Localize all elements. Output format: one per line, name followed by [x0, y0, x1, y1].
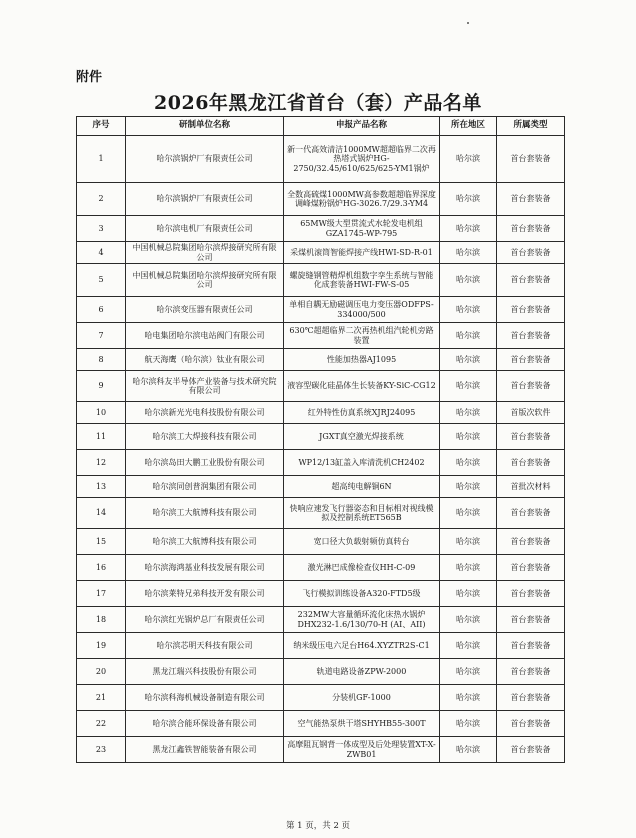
cell-region: 哈尔滨	[440, 371, 497, 402]
cell-region: 哈尔滨	[440, 685, 497, 711]
cell-type: 首台套装备	[497, 216, 565, 242]
cell-no: 23	[77, 737, 126, 763]
cell-type: 首版次软件	[497, 402, 565, 424]
cell-product: 空气能热泵烘干塔SHYHB55-300T	[284, 711, 440, 737]
cell-no: 19	[77, 633, 126, 659]
cell-unit: 哈尔滨科海机械设备制造有限公司	[126, 685, 284, 711]
cell-no: 4	[77, 242, 126, 264]
table-row	[77, 424, 565, 450]
cell-no: 20	[77, 659, 126, 685]
cell-type: 首批次材料	[497, 476, 565, 498]
header-product: 申报产品名称	[284, 117, 440, 136]
cell-type: 首台套装备	[497, 498, 565, 529]
table-row	[77, 297, 565, 323]
cell-product: 液容型碳化硅晶体生长装备KY-SiC-CG12	[284, 371, 440, 402]
cell-product: 65MW级大型贯流式水轮发电机组GZA1745-WP-795	[284, 216, 440, 242]
cell-region: 哈尔滨	[440, 476, 497, 498]
table-row	[77, 450, 565, 476]
cell-unit: 哈尔滨锅炉厂有限责任公司	[126, 183, 284, 216]
cell-type: 首台套装备	[497, 136, 565, 183]
cell-unit: 哈尔滨岛田大鹏工业股份有限公司	[126, 450, 284, 476]
table-row	[77, 529, 565, 555]
table-row	[77, 323, 565, 349]
cell-unit: 哈尔滨芯明天科技有限公司	[126, 633, 284, 659]
cell-type: 首台套装备	[497, 349, 565, 371]
cell-no: 14	[77, 498, 126, 529]
cell-product: 采煤机滚筒智能焊接产线HWI-SD-R-01	[284, 242, 440, 264]
cell-no: 2	[77, 183, 126, 216]
cell-unit: 中国机械总院集团哈尔滨焊接研究所有限公司	[126, 264, 284, 297]
cell-product: 快响应速发飞行器姿态和目标相对视线模拟及控制系统ET565B	[284, 498, 440, 529]
cell-unit: 哈尔滨新光光电科技股份有限公司	[126, 402, 284, 424]
cell-region: 哈尔滨	[440, 555, 497, 581]
cell-product: 飞行模拟训练设备A320-FTD5级	[284, 581, 440, 607]
cell-no: 5	[77, 264, 126, 297]
table-row	[77, 633, 565, 659]
cell-no: 1	[77, 136, 126, 183]
cell-product: 激光淋巴成像检查仪HH-C-09	[284, 555, 440, 581]
cell-unit: 哈尔滨工大航博科技有限公司	[126, 529, 284, 555]
cell-unit: 哈尔滨同创普润集团有限公司	[126, 476, 284, 498]
cell-type: 首台套装备	[497, 424, 565, 450]
cell-type: 首台套装备	[497, 242, 565, 264]
cell-unit: 哈尔滨工大焊接科技有限公司	[126, 424, 284, 450]
cell-no: 22	[77, 711, 126, 737]
cell-type: 首台套装备	[497, 659, 565, 685]
cell-type: 首台套装备	[497, 555, 565, 581]
cell-type: 首台套装备	[497, 183, 565, 216]
cell-unit: 哈尔滨电机厂有限责任公司	[126, 216, 284, 242]
table-header-row	[77, 117, 565, 136]
scan-speck	[467, 22, 469, 24]
table-row	[77, 581, 565, 607]
cell-unit: 哈尔滨科友半导体产业装备与技术研究院有限公司	[126, 371, 284, 402]
cell-region: 哈尔滨	[440, 711, 497, 737]
cell-no: 8	[77, 349, 126, 371]
cell-product: 高摩阻瓦钢背一体成型及后处理装置XT-X-ZWB01	[284, 737, 440, 763]
table-row	[77, 183, 565, 216]
table-row	[77, 498, 565, 529]
cell-no: 3	[77, 216, 126, 242]
cell-type: 首台套装备	[497, 264, 565, 297]
cell-no: 21	[77, 685, 126, 711]
cell-product: 轨道电路设备ZPW-2000	[284, 659, 440, 685]
cell-product: WP12/13缸盖入库清洗机CH2402	[284, 450, 440, 476]
cell-no: 12	[77, 450, 126, 476]
cell-region: 哈尔滨	[440, 264, 497, 297]
attachment-label: 附件	[76, 70, 103, 85]
cell-type: 首台套装备	[497, 450, 565, 476]
table-row	[77, 737, 565, 763]
page-footer: 第 1 页，共 2 页	[285, 821, 351, 831]
cell-unit: 哈尔滨莱特兄弟科技开发有限公司	[126, 581, 284, 607]
cell-type: 首台套装备	[497, 297, 565, 323]
cell-type: 首台套装备	[497, 711, 565, 737]
table-row	[77, 216, 565, 242]
table-body	[77, 136, 565, 763]
cell-product: 超高纯电解铜6N	[284, 476, 440, 498]
table-row	[77, 685, 565, 711]
cell-region: 哈尔滨	[440, 216, 497, 242]
cell-unit: 哈尔滨海鸿基业科技发展有限公司	[126, 555, 284, 581]
header-no: 序号	[77, 117, 126, 136]
table-row	[77, 555, 565, 581]
cell-region: 哈尔滨	[440, 633, 497, 659]
table-row	[77, 476, 565, 498]
cell-region: 哈尔滨	[440, 297, 497, 323]
cell-unit: 黑龙江鑫铁智能装备有限公司	[126, 737, 284, 763]
cell-product: 螺旋缝钢管精焊机组数字孪生系统与智能化成套装备HWI-FW-S-05	[284, 264, 440, 297]
table-row	[77, 711, 565, 737]
table-row	[77, 371, 565, 402]
document-title: 2026年黑龙江省首台（套）产品名单	[154, 92, 482, 114]
cell-no: 16	[77, 555, 126, 581]
cell-product: 性能加热器AJ1095	[284, 349, 440, 371]
cell-type: 首台套装备	[497, 633, 565, 659]
cell-no: 6	[77, 297, 126, 323]
cell-no: 7	[77, 323, 126, 349]
cell-unit: 哈尔滨合能环保设备有限公司	[126, 711, 284, 737]
cell-unit: 黑龙江瑞兴科技股份有限公司	[126, 659, 284, 685]
cell-region: 哈尔滨	[440, 450, 497, 476]
product-list-table	[76, 116, 565, 763]
cell-region: 哈尔滨	[440, 183, 497, 216]
cell-product: 红外特性仿真系统XJRJ24095	[284, 402, 440, 424]
cell-region: 哈尔滨	[440, 349, 497, 371]
cell-product: 分装机GF-1000	[284, 685, 440, 711]
table-row	[77, 402, 565, 424]
cell-type: 首台套装备	[497, 737, 565, 763]
header-type: 所属类型	[497, 117, 565, 136]
cell-product: 630℃超超临界二次再热机组汽轮机旁路装置	[284, 323, 440, 349]
cell-region: 哈尔滨	[440, 402, 497, 424]
table-row	[77, 242, 565, 264]
cell-no: 15	[77, 529, 126, 555]
cell-region: 哈尔滨	[440, 659, 497, 685]
cell-type: 首台套装备	[497, 371, 565, 402]
table-row	[77, 349, 565, 371]
table-row	[77, 136, 565, 183]
cell-product: 新一代高效清洁1000MW超超临界二次再热塔式锅炉HG-2750/32.45/610/625/625-YM1锅炉	[284, 136, 440, 183]
cell-region: 哈尔滨	[440, 737, 497, 763]
cell-product: 232MW大容量循环流化床热水锅炉DHX232-1.6/130/70-H (AI、AII)	[284, 607, 440, 633]
cell-no: 18	[77, 607, 126, 633]
header-region: 所在地区	[440, 117, 497, 136]
cell-region: 哈尔滨	[440, 529, 497, 555]
cell-no: 13	[77, 476, 126, 498]
cell-product: JGXT真空激光焊接系统	[284, 424, 440, 450]
header-unit: 研制单位名称	[126, 117, 284, 136]
cell-no: 10	[77, 402, 126, 424]
cell-product: 宽口径大负载射频仿真转台	[284, 529, 440, 555]
table-row	[77, 264, 565, 297]
cell-unit: 哈尔滨变压器有限责任公司	[126, 297, 284, 323]
cell-type: 首台套装备	[497, 323, 565, 349]
cell-region: 哈尔滨	[440, 581, 497, 607]
cell-region: 哈尔滨	[440, 424, 497, 450]
cell-product: 全数高硫煤1000MW高参数超超临界深度调峰煤粉锅炉HG-3026.7/29.3-YM4	[284, 183, 440, 216]
table-row	[77, 659, 565, 685]
cell-type: 首台套装备	[497, 529, 565, 555]
cell-region: 哈尔滨	[440, 136, 497, 183]
cell-region: 哈尔滨	[440, 498, 497, 529]
cell-product: 纳米级压电六足台H64.XYZTR2S-C1	[284, 633, 440, 659]
table-row	[77, 607, 565, 633]
cell-no: 17	[77, 581, 126, 607]
cell-region: 哈尔滨	[440, 323, 497, 349]
cell-unit: 哈尔滨红光锅炉总厂有限责任公司	[126, 607, 284, 633]
cell-unit: 哈尔滨工大航博科技有限公司	[126, 498, 284, 529]
cell-unit: 航天海鹰（哈尔滨）钛业有限公司	[126, 349, 284, 371]
cell-type: 首台套装备	[497, 685, 565, 711]
cell-region: 哈尔滨	[440, 242, 497, 264]
cell-no: 9	[77, 371, 126, 402]
cell-unit: 哈电集团哈尔滨电站阀门有限公司	[126, 323, 284, 349]
cell-region: 哈尔滨	[440, 607, 497, 633]
cell-type: 首台套装备	[497, 607, 565, 633]
cell-unit: 中国机械总院集团哈尔滨焊接研究所有限公司	[126, 242, 284, 264]
cell-no: 11	[77, 424, 126, 450]
cell-product: 单相自耦无励磁调压电力变压器ODFPS-334000/500	[284, 297, 440, 323]
cell-type: 首台套装备	[497, 581, 565, 607]
cell-unit: 哈尔滨锅炉厂有限责任公司	[126, 136, 284, 183]
